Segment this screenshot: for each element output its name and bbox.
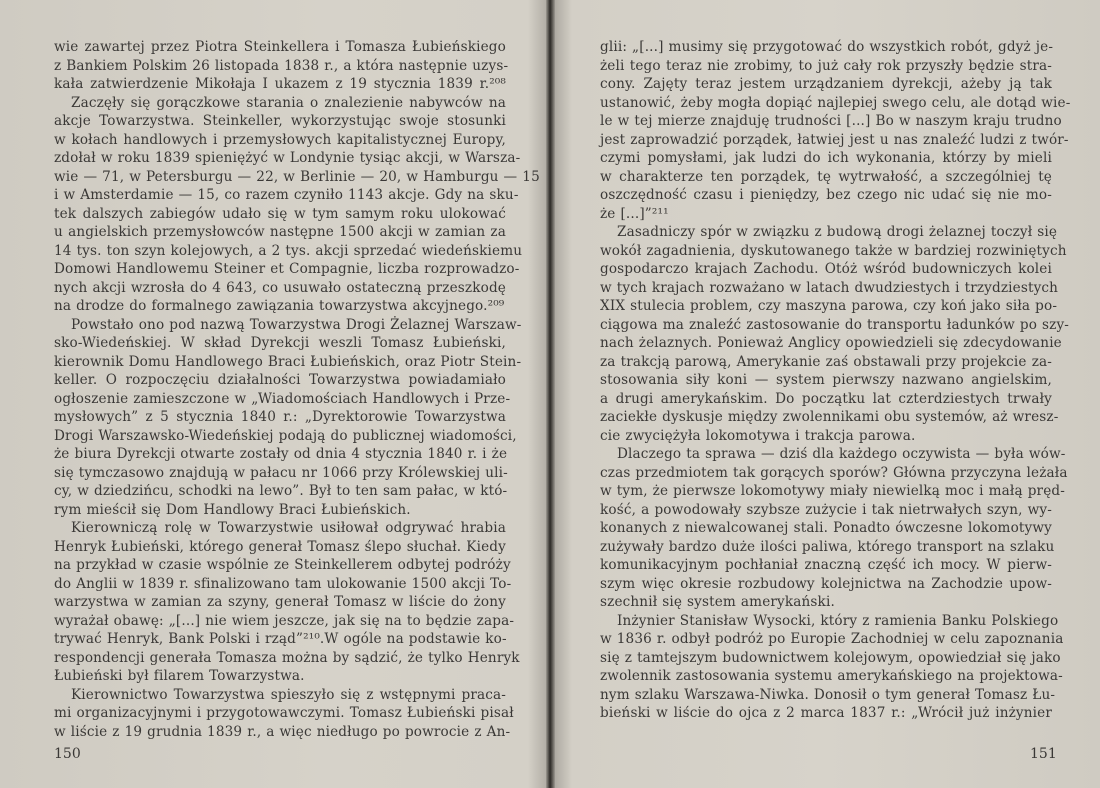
text-line: szym więc okresie rozbudowy kolejnictwa na Zachodzie upow- xyxy=(600,575,1052,592)
text-line: sko-Wiedeńskiej. W skład Dyrekcji weszli Tomasz Łubieński, xyxy=(54,335,506,351)
text-line: nym szlaku Warszawa-Niwka. Donosił o tym generał Tomasz Łu- xyxy=(600,686,1056,703)
text-line: stosowania siły koni — system pierwszy nazwano angielskim, xyxy=(600,372,1052,388)
text-line: kierownik Domu Handlowego Braci Łubieńskich, oraz Piotr Stein- xyxy=(54,353,522,370)
text-line: ciągowa ma znaleźć zastosowanie do transportu ładunków po szy- xyxy=(600,316,1070,333)
text-line: do Anglii w 1839 r. sfinalizowano tam ulokowanie 1500 akcji To- xyxy=(54,575,512,592)
text-line: w tych krajach rozważano w latach dwudziestych i trzydziestych xyxy=(600,279,1059,296)
text-line: tek dalszych zabiegów udało się w tym samym roku ulokować xyxy=(54,205,506,222)
left-page-text xyxy=(54,38,540,741)
text-line: respondencji generała Tomasza można by sądzić, że tylko Henryk xyxy=(54,649,520,666)
text-line: kała zatwierdzenie Mikołaja I ukazem z 19 stycznia 1839 r.²⁰⁸ xyxy=(54,76,506,92)
text-line: 14 tys. ton szyn kolejowych, a 2 tys. akcji sprzedać wiedeńskiemu xyxy=(54,242,523,259)
text-line: Domowi Handlowemu Steiner et Compagnie, liczba rozprowadzo- xyxy=(54,261,520,277)
text-line: zwolennik zastosowania systemu amerykańskiego na projektowa- xyxy=(600,668,1063,684)
text-line: Łubieński był filarem Towarzystwa. xyxy=(54,668,305,684)
text-line: z Bankiem Polskim 26 listopada 1838 r., a która następnie uzys- xyxy=(54,57,509,74)
text-line: nych akcji wzrosła do 4 643, co usuwało ostateczną przeszkodę xyxy=(54,279,506,296)
left-page-number: 150 xyxy=(54,746,81,762)
text-line: w kołach handlowych i przemysłowych kapitalistycznej Europy, xyxy=(54,131,506,148)
text-line: Dlaczego ta sprawa — dziś dla każdego oczywista — była wów- xyxy=(617,446,1066,462)
right-page-text xyxy=(600,38,1071,723)
text-line: keller. O rozpoczęciu działalności Towarzystwa powiadamiało xyxy=(54,372,506,388)
text-line: le w tej mierze znajduję trudności [...] Bo w naszym kraju trudno xyxy=(600,113,1062,129)
text-line: warzystwa w zamian za szyny, generał Tomasz w liście do żony xyxy=(54,594,506,610)
text-line: konanych z niewalcowanej stali. Ponadto ówczesne lokomotywy xyxy=(600,520,1052,536)
text-line: czas przedmiotem tak gorących sporów? Główna przyczyna leżała xyxy=(600,464,1068,481)
text-line: gospodarczo krajach Zachodu. Otóż wśród budowniczych kolei xyxy=(600,261,1052,277)
text-line: zdołał w roku 1839 spieniężyć w Londynie tysiąc akcji, w Warsza- xyxy=(54,150,521,166)
text-line: w liście z 19 grudnia 1839 r., a więc niedługo po powrocie z An- xyxy=(54,723,511,740)
text-line: cie zwyciężyła lokomotywa i trakcja parowa. xyxy=(600,427,916,444)
text-line: w tym, że pierwsze lokomotywy miały niewielką moc i małą pręd- xyxy=(600,483,1065,499)
text-line: komunikacyjnym pochłaniał znaczną część ich mocy. W pierw- xyxy=(600,557,1052,573)
text-line: wokół zagadnienia, dyskutowanego także w bardziej rozwiniętych xyxy=(600,242,1067,259)
text-line: za trakcją parową, Amerykanie zaś obstawali przy projekcie za- xyxy=(600,353,1052,370)
text-line: Kierowniczą rolę w Towarzystwie usiłował odgrywać hrabia xyxy=(71,520,506,536)
text-line: zużywały bardzo duże ilości paliwa, którego transport na szlaku xyxy=(600,538,1055,555)
text-line: w charakterze ten porządek, tę wytrwałość, a szczególniej tę xyxy=(600,168,1052,185)
text-line: wyrażał obawę: „[...] nie wiem jeszcze, jak się na to będzie zapa- xyxy=(54,612,515,629)
text-line: się z tamtejszym budownictwem kolejowym, opowiedział się jako xyxy=(600,649,1061,666)
text-line: nach żelaznych. Ponieważ Anglicy opowiedzieli się zdecydowanie xyxy=(600,335,1062,351)
text-line: ogłoszenie zamieszczone w „Wiadomościach Handlowych i Prze- xyxy=(54,390,511,407)
text-line: rym mieścił się Dom Handlowy Braci Łubieńskich. xyxy=(54,501,411,518)
text-line: jest zaprowadzić porządek, łatwiej jest u nas znaleźć ludzi z twór- xyxy=(600,131,1069,148)
text-line: Kierownictwo Towarzystwa spieszyło się z wstępnymi praca- xyxy=(71,686,506,703)
left-page xyxy=(0,0,548,788)
text-line: trywać Henryk, Bank Polski i rząd”²¹⁰.W ogóle na podstawie ko- xyxy=(54,631,507,647)
text-line: oszczędność czasu i pieniędzy, bez czego nic udać się nie mo- xyxy=(600,187,1052,203)
text-line: Powstało ono pod nazwą Towarzystwa Drogi Żelaznej Warszaw- xyxy=(71,316,522,333)
text-line: w 1836 r. odbył podróż po Europie Zachodniej w celu zapoznania xyxy=(600,631,1064,647)
text-line: Zasadniczy spór w związku z budową drogi żelaznej toczył się xyxy=(617,224,1058,240)
text-line: na drodze do formalnego zawiązania towarzystwa akcyjnego.²⁰⁹ xyxy=(54,298,505,314)
text-line: że [...]”²¹¹ xyxy=(600,205,669,222)
text-line: się tymczasowo znajdują w pałacu nr 1066 przy Królewskiej uli- xyxy=(54,464,508,481)
text-line: Zaczęły się gorączkowe starania o znalezienie nabywców na xyxy=(71,94,506,111)
text-line: mysłowych” z 5 stycznia 1840 r.: „Dyrektorowie Towarzystwa xyxy=(54,409,506,425)
text-line: a drugi amerykańskim. Do początku lat czterdziestych trwały xyxy=(600,390,1052,407)
text-line: kość, a powodowały szybsze zużycie i tak nietrwałych szyn, wy- xyxy=(600,501,1052,518)
text-line: cony. Zajęty teraz jestem urządzaniem dyrekcji, ażeby ją tak xyxy=(600,76,1052,92)
text-line: Inżynier Stanisław Wysocki, który z ramienia Banku Polskiego xyxy=(617,612,1059,629)
text-line: akcje Towarzystwa. Steinkeller, wykorzystując swoje stosunki xyxy=(54,113,506,129)
right-page xyxy=(552,0,1100,788)
text-line: i w Amsterdamie — 15, co razem czyniło 1143 akcje. Gdy na sku- xyxy=(54,187,519,203)
text-line: czymi pomysłami, jak ludzi do ich wykonania, którzy by mieli xyxy=(600,150,1052,166)
text-line: bieński w liście do ojca z 2 marca 1837 r.: „Wrócił już inżynier xyxy=(600,705,1052,721)
text-line: XIX stulecia problem, czy maszyna parowa, czy koń jako siła po- xyxy=(600,298,1058,314)
text-line: u angielskich przemysłowców następne 1500 akcji w zamian za xyxy=(54,224,506,240)
text-line: Henryk Łubieński, którego generał Tomasz ślepo słuchał. Kiedy xyxy=(54,538,506,555)
text-line: wie — 71, w Petersburgu — 22, w Berlinie — 20, w Hamburgu — 15 xyxy=(54,168,540,185)
text-line: zaciekłe dyskusje między zwolennikami obu systemów, aż wresz- xyxy=(600,409,1059,425)
text-line: Drogi Warszawsko-Wiedeńskiej podają do publicznej wiadomości, xyxy=(54,427,517,444)
text-line: glii: „[...] musimy się przygotować do wszystkich robót, gdyż je- xyxy=(600,39,1054,55)
text-line: cy, w dziedzińcu, schodki na lewo”. Był to ten sam pałac, w któ- xyxy=(54,483,508,499)
text-line: mi organizacyjnymi i przygotowawczymi. Tomasz Łubieński pisał xyxy=(54,705,514,721)
text-line: wie zawartej przez Piotra Steinkellera i Tomasza Łubieńskiego xyxy=(54,39,506,55)
text-line: że biura Dyrekcji otwarte zostały od dnia 4 stycznia 1840 r. i że xyxy=(54,446,508,462)
text-line: na przykład w czasie wspólnie ze Steinkellerem odbytej podróży xyxy=(54,557,511,573)
right-page-number: 151 xyxy=(1030,746,1057,762)
text-line: ustanowić, żeby mogła dopiąć najlepiej swego celu, ale dotąd wie- xyxy=(600,94,1071,111)
text-line: żeli tego teraz nie zrobimy, to już cały rok przyszły będzie stra- xyxy=(600,57,1052,74)
text-line: szechnił się system amerykański. xyxy=(600,594,835,610)
